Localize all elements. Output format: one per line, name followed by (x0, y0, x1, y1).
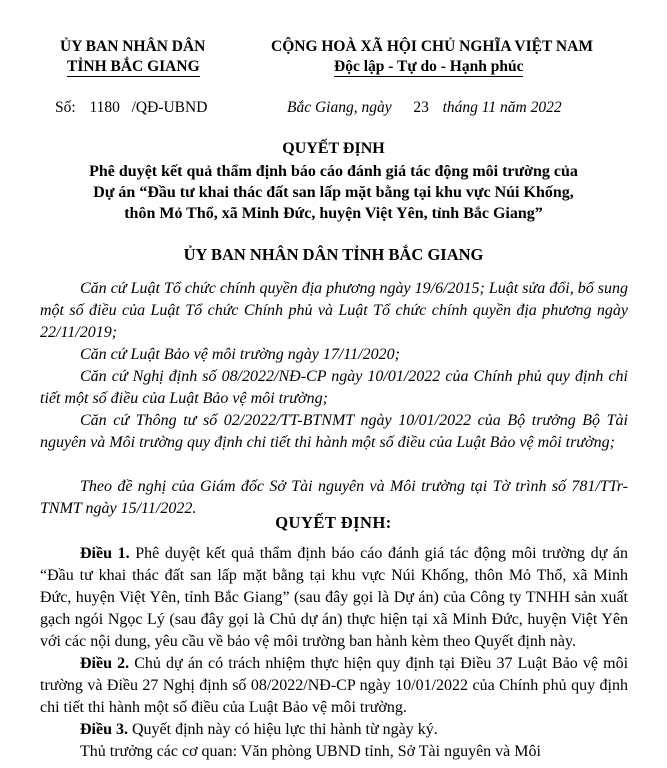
agency-name-line2-text: TỈNH BẮC GIANG (67, 58, 200, 75)
document-title: QUYẾT ĐỊNH (282, 140, 385, 157)
legal-basis-1-text: Căn cứ Luật Tổ chức chính quyền địa phương ngày 19/6/2015; Luật sửa đổi, bổ sung một số điều của Luật Tổ chức Chính phủ và Luật Tổ chức chính quyền địa phương ngày 22/11/2019; (40, 280, 628, 341)
legal-basis-5-text: Theo đề nghị của Giám đốc Sở Tài nguyên và Môi trường tại Tờ trình số 781/TTr-TNMT ngày 15/11/2022. (40, 478, 628, 517)
article-2-label: Điều 2. (80, 655, 130, 672)
agency-name-line2 (67, 58, 200, 76)
legal-basis-3-text: Căn cứ Nghị định số 08/2022/NĐ-CP ngày 10/01/2022 của Chính phủ quy định chi tiết một số điều của Luật Bảo vệ môi trường; (40, 368, 628, 407)
legal-basis-2-text: Căn cứ Luật Bảo vệ môi trường ngày 17/11/2020; (80, 346, 400, 363)
article-2 (40, 653, 628, 719)
date-month-year: tháng 11 năm 2022 (442, 99, 562, 116)
article-1-text: Phê duyệt kết quả thẩm định báo cáo đánh giá tác động môi trường dự án “Đầu tư khai thác đất san lấp mặt bằng tại khu vực Núi Khống, thôn Mỏ Thổ, xã Minh Đức, huyện Việt Yên, tỉnh Bắc Giang” (sau đây gọi là Dự án) của Công ty TNHH sản xuất gạch ngói Ngọc Lý (sau đây gọi là Chủ dự án) thực hiện tại xã Minh Đức, huyện Việt Yên với các nội dung, yêu cầu về bảo vệ môi trường ban hành kèm theo Quyết định này. (40, 545, 629, 650)
legal-basis-2 (40, 344, 628, 366)
agency-name-line1: ỦY BAN NHÂN DÂN (60, 38, 206, 55)
place-date-prefix: Bắc Giang, ngày (287, 99, 392, 116)
document-subtitle-line2: Dự án “Đầu tư khai thác đất san lấp mặt bằng tại khu vực Núi Khống, (93, 184, 574, 201)
document-subtitle-line3: thôn Mỏ Thổ, xã Minh Đức, huyện Việt Yên, tỉnh Bắc Giang” (124, 205, 543, 222)
document-subtitle-line1: Phê duyệt kết quả thẩm định báo cáo đánh giá tác động môi trường của (89, 163, 578, 180)
national-title: CỘNG HOÀ XÃ HỘI CHỦ NGHĨA VIỆT NAM (271, 38, 593, 55)
legal-basis-4 (40, 410, 628, 454)
article-3-label: Điều 3. (80, 721, 128, 738)
doc-number-code: /QĐ-UBND (131, 99, 208, 116)
place-date (287, 99, 562, 117)
date-day: 23 (413, 99, 429, 116)
doc-number-value: 1180 (89, 99, 120, 116)
closing-paragraph (40, 741, 628, 763)
article-1-label: Điều 1. (80, 545, 130, 562)
decision-heading: QUYẾT ĐỊNH: (275, 513, 392, 532)
authority-heading: ỦY BAN NHÂN DÂN TỈNH BẮC GIANG (183, 245, 484, 264)
article-3 (40, 719, 628, 741)
article-3-text: Quyết định này có hiệu lực thi hành từ ngày ký. (132, 721, 438, 738)
article-2-text: Chủ dự án có trách nhiệm thực hiện quy định tại Điều 37 Luật Bảo vệ môi trường và Điều 27 Nghị định số 08/2022/NĐ-CP ngày 10/01/2022 của Chính phủ quy định chi tiết thi hành một số điều của Luật Bảo vệ môi trường. (40, 655, 629, 716)
legal-basis-3 (40, 366, 628, 410)
closing-paragraph-text: Thủ trưởng các cơ quan: Văn phòng UBND tỉnh, Sở Tài nguyên và Môi (80, 743, 541, 760)
national-motto (334, 58, 523, 76)
legal-basis-1 (40, 278, 628, 344)
doc-number-label: Số: (55, 99, 76, 116)
national-motto-text: Độc lập - Tự do - Hạnh phúc (334, 58, 524, 75)
article-1 (40, 543, 628, 653)
legal-basis-4-text: Căn cứ Thông tư số 02/2022/TT-BTNMT ngày 10/01/2022 của Bộ trưởng Bộ Tài nguyên và Môi trường quy định chi tiết thi hành một số điều của Luật Bảo vệ môi trường; (40, 412, 628, 451)
doc-number (55, 99, 207, 117)
